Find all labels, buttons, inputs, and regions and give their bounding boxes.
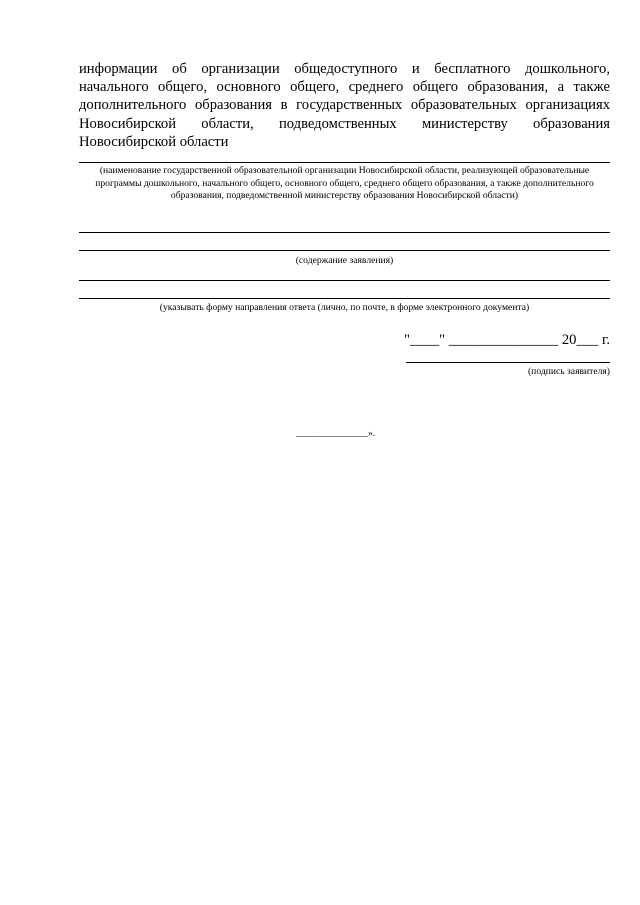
org-name-line: [79, 162, 610, 163]
intro-paragraph: информации об организации общедоступного и бесплатного дошкольного, начального общего, основного общего, среднего общего образования, а также дополнительного образования в государственных образовательных организациях Новосибирской области, подведомственных министерству образования Новосибирской области: [79, 61, 610, 150]
date-line: "____" _______________ 20___ г.: [404, 332, 610, 348]
closing-mark: _______________».: [296, 428, 376, 439]
org-name-caption: (наименование государственной образовательной организации Новосибирской области, реализующей образовательные программы дошкольного, начального общего, основного общего, среднего общего образования, а также дополнительного образования, подведомственной министерству образования Новосибирской области): [95, 165, 594, 202]
signature-line: [406, 362, 610, 363]
response-line-1: [79, 280, 610, 281]
response-form-caption: (указывать форму направления ответа (лично, по почте, в форме электронного документа): [159, 302, 530, 313]
response-line-2: [79, 298, 610, 299]
content-line-2: [79, 250, 610, 251]
content-caption: (содержание заявления): [295, 255, 394, 266]
signature-caption: (подпись заявителя): [527, 366, 610, 377]
content-line-1: [79, 232, 610, 233]
